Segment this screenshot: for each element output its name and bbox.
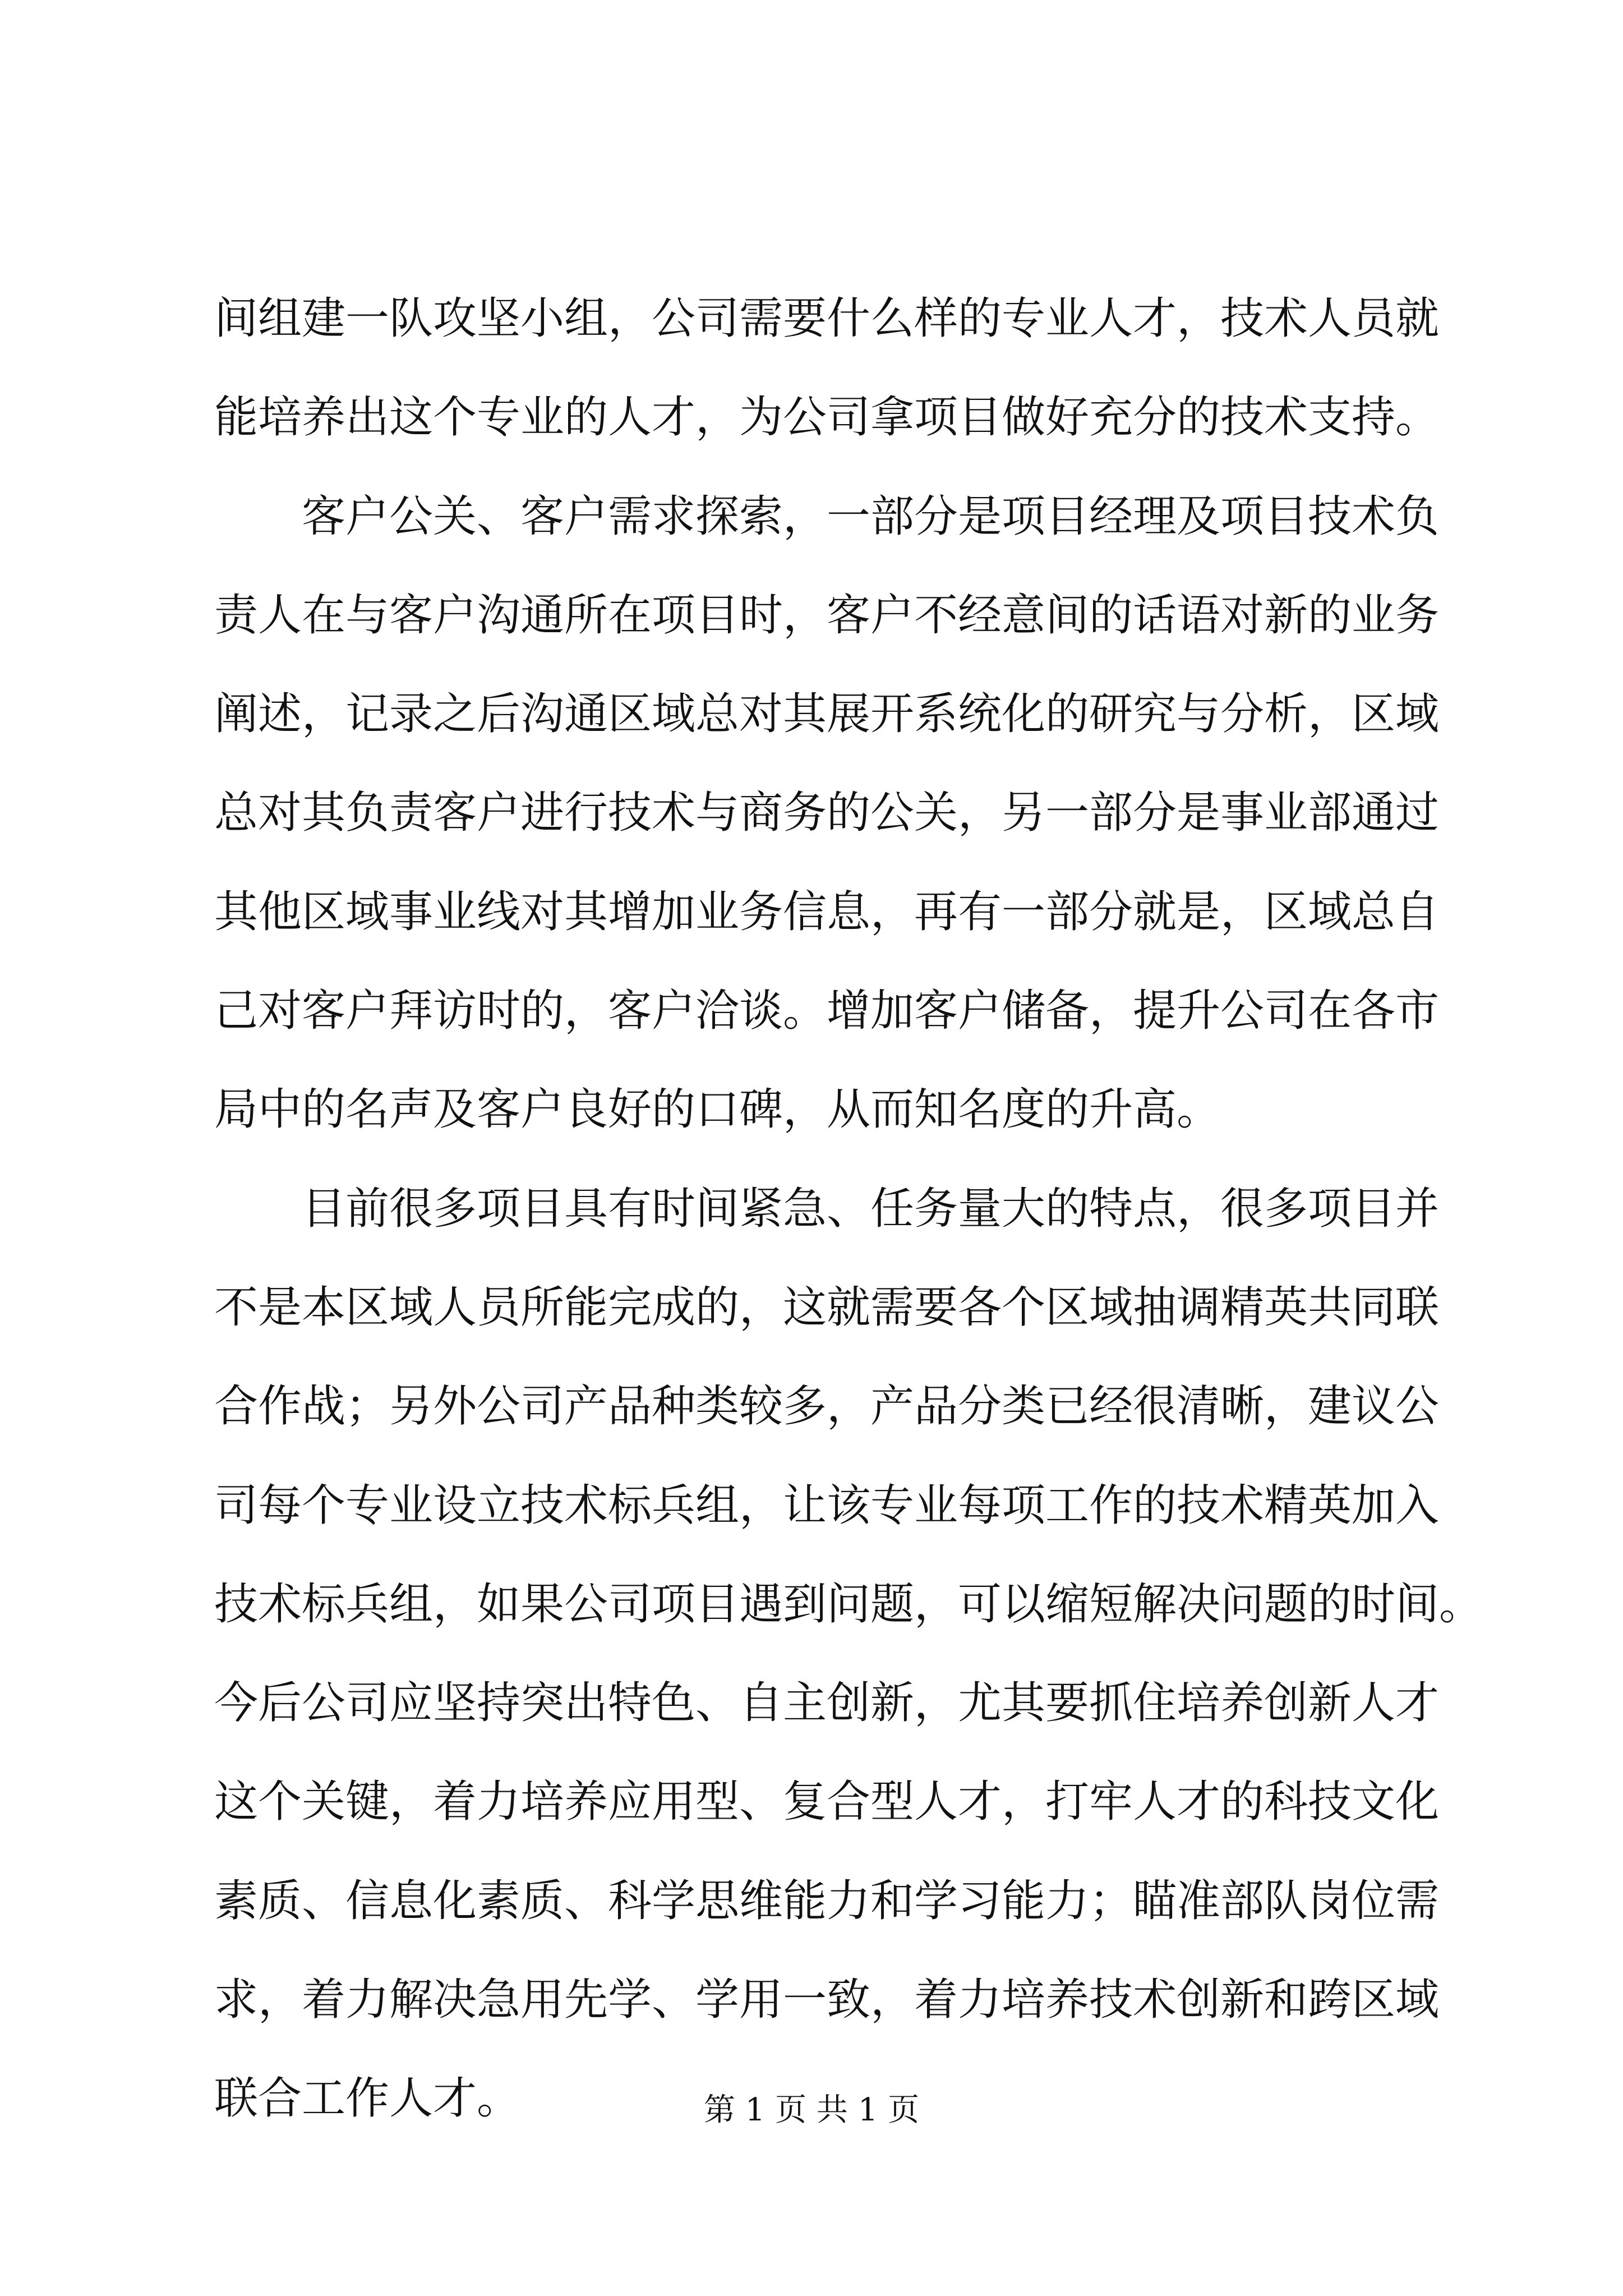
text-line: 间组建一队攻坚小组，公司需要什么样的专业人才，技术人员就 [214, 293, 1440, 344]
document-body [214, 269, 1483, 2148]
text-line: 其他区域事业线对其增加业务信息，再有一部分就是，区域总自 [214, 886, 1440, 937]
text-line: 合作战；另外公司产品种类较多，产品分类已经很清晰，建议公 [214, 1381, 1440, 1432]
text-line: 这个关键，着力培养应用型、复合型人才，打牢人才的科技文化 [214, 1777, 1440, 1828]
text-line: 总对其负责客户进行技术与商务的公关，另一部分是事业部通过 [214, 788, 1440, 839]
text-line: 目前很多项目具有时间紧急、任务量大的特点，很多项目并 [214, 1183, 1440, 1234]
page-number: 第 1 页 共 1 页 [703, 2092, 920, 2128]
text-line: 阐述，记录之后沟通区域总对其展开系统化的研究与分析，区域 [214, 689, 1440, 740]
text-line: 联合工作人才。 [214, 2073, 521, 2124]
text-line: 不是本区域人员所能完成的，这就需要各个区域抽调精英共同联 [214, 1282, 1440, 1333]
text-line: 客户公关、客户需求探索，一部分是项目经理及项目技术负 [214, 491, 1440, 542]
text-line: 今后公司应坚持突出特色、自主创新，尤其要抓住培养创新人才 [214, 1678, 1440, 1729]
text-line: 求，着力解决急用先学、学用一致，着力培养技术创新和跨区域 [214, 1975, 1440, 2026]
text-line: 司每个专业设立技术标兵组，让该专业每项工作的技术精英加入 [214, 1480, 1440, 1531]
text-line: 局中的名声及客户良好的口碑，从而知名度的升高。 [214, 1084, 1221, 1135]
text-line: 能培养出这个专业的人才，为公司拿项目做好充分的技术支持。 [214, 392, 1440, 443]
page-footer [0, 2088, 1623, 2133]
text-line: 责人在与客户沟通所在项目时，客户不经意间的话语对新的业务 [214, 590, 1440, 641]
text-line: 己对客户拜访时的，客户洽谈。增加客户储备，提升公司在各市 [214, 986, 1440, 1037]
text-line: 素质、信息化素质、科学思维能力和学习能力；瞄准部队岗位需 [214, 1875, 1440, 1926]
text-line: 技术标兵组，如果公司项目遇到问题，可以缩短解决问题的时间。 [214, 1579, 1483, 1630]
